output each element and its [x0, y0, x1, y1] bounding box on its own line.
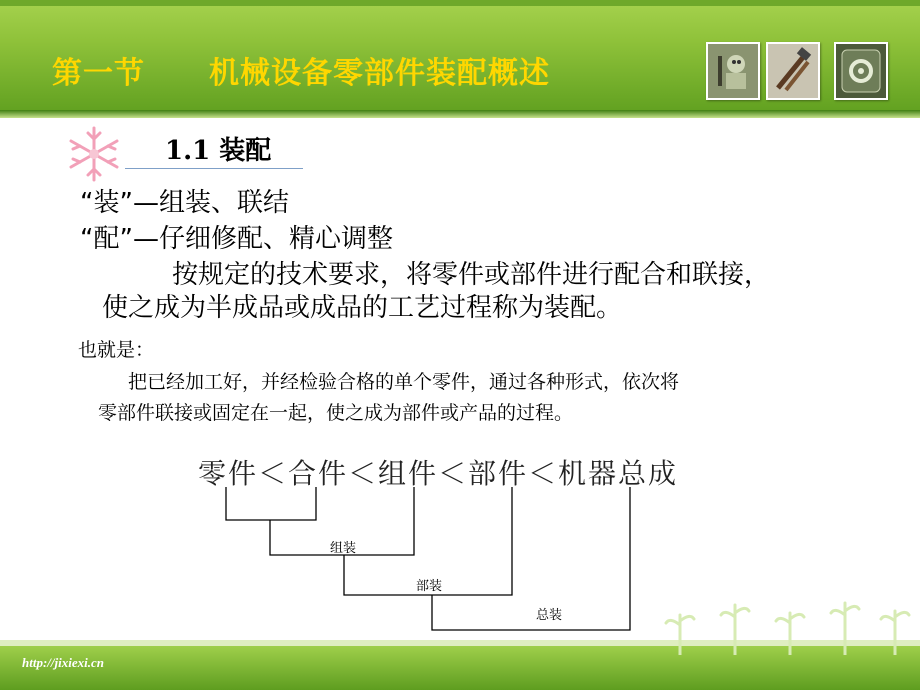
definition-line-3: 按规定的技术要求，将零件或部件进行配合和联接，: [172, 260, 771, 290]
assembly-hierarchy-chain: 零件＜合件＜组件＜部件＜机器总成: [198, 457, 679, 490]
footer-url-link[interactable]: http://jixiexi.cn: [22, 655, 104, 670]
bracket-part-to-assembly: [226, 487, 316, 520]
definition-line-4: 使之成为半成品或成品的工艺过程称为装配。: [102, 293, 623, 323]
section-number: 第一节: [52, 56, 145, 91]
section-heading: 机械设备零部件装配概述: [209, 56, 550, 91]
sprouts-decoration: [640, 585, 920, 655]
definition-line-1: “装”—组装、联结: [80, 188, 289, 218]
label-bu-zhuang: 部装: [416, 579, 443, 594]
label-zu-zhuang: 组装: [330, 541, 357, 556]
definition-line-2: “配”—仔细修配、精心调整: [80, 224, 393, 254]
also-paragraph-2: 零部件联接或固定在一起，使之成为部件或产品的过程。: [98, 402, 574, 424]
label-zong-zhuang: 总装: [536, 608, 563, 623]
also-label: 也就是：: [78, 339, 155, 361]
bracket-zong-zhuang: [432, 487, 630, 630]
also-paragraph-1: 把已经加工好，并经检验合格的单个零件，通过各种形式，依次将: [128, 371, 680, 393]
section-subtitle: 1.1 装配: [165, 136, 272, 166]
